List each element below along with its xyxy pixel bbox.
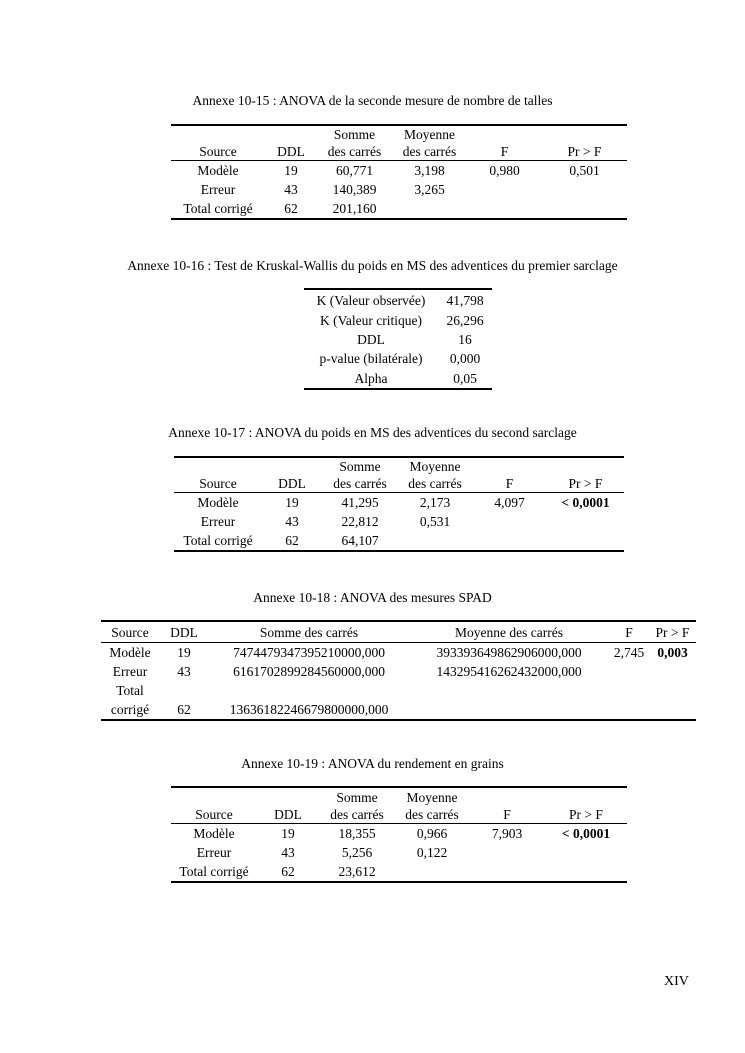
cell: 0,980 xyxy=(489,163,520,178)
cell: 19 xyxy=(177,645,191,660)
cell: 23,612 xyxy=(338,864,376,879)
stat-value: 41,798 xyxy=(446,293,484,308)
anova-table-talles xyxy=(171,124,627,220)
table-row xyxy=(304,289,492,311)
cell: corrigé xyxy=(110,702,150,717)
table-caption-10-17: Annexe 10-17 : ANOVA du poids en MS des adventices du second sarclage xyxy=(168,425,577,440)
cell: Erreur xyxy=(112,664,148,679)
table-row xyxy=(101,643,696,663)
col-header-moyenne: Moyenne des carrés xyxy=(408,459,462,491)
cell: 43 xyxy=(284,182,298,197)
stat-label: DDL xyxy=(357,332,385,347)
col-header-source: Source xyxy=(199,144,237,159)
table-row xyxy=(171,161,627,181)
cell: 201,160 xyxy=(332,201,377,216)
table-caption-10-18: Annexe 10-18 : ANOVA des mesures SPAD xyxy=(253,590,492,605)
cell xyxy=(472,512,547,531)
cell: 7474479347395210000,000 xyxy=(233,645,385,660)
col-header-moyenne: Moyenne des carrés xyxy=(402,127,457,159)
cell xyxy=(467,180,542,199)
cell xyxy=(409,681,609,700)
table-row xyxy=(171,843,627,862)
cell: 7,903 xyxy=(491,826,523,841)
cell: 64,107 xyxy=(341,533,379,548)
col-header-f: F xyxy=(505,476,514,491)
col-header-somme: Somme des carrés xyxy=(330,790,384,822)
cell: Total corrigé xyxy=(183,533,253,548)
cell: 43 xyxy=(281,845,295,860)
cell: 0,966 xyxy=(416,826,448,841)
stat-label: K (Valeur observée) xyxy=(316,293,426,308)
cell xyxy=(159,681,209,700)
stat-label: K (Valeur critique) xyxy=(320,313,422,328)
stat-value: 16 xyxy=(458,332,472,347)
cell: Total xyxy=(116,683,144,698)
col-header-moyenne: Moyenne des carrés xyxy=(405,790,459,822)
col-header-f: F xyxy=(503,807,511,822)
cell: 62 xyxy=(285,533,299,548)
cell: Total corrigé xyxy=(179,864,249,879)
cell: 19 xyxy=(285,495,299,510)
cell: Erreur xyxy=(196,845,232,860)
stat-value: 0,000 xyxy=(449,351,481,366)
table-caption-10-19: Annexe 10-19 : ANOVA du rendement en grains xyxy=(241,756,504,771)
cell xyxy=(609,662,649,681)
cell: 41,295 xyxy=(341,495,379,510)
col-header-somme: Somme des carrés xyxy=(333,459,387,491)
table-row xyxy=(171,180,627,199)
cell: 18,355 xyxy=(338,826,376,841)
cell xyxy=(469,843,545,862)
stat-label: Alpha xyxy=(354,370,388,386)
col-header-pr: Pr > F xyxy=(569,807,603,822)
significant-p-value: 0,003 xyxy=(657,645,688,660)
col-header-source: Source xyxy=(199,476,237,491)
cell xyxy=(542,199,627,219)
cell xyxy=(472,531,547,551)
significant-p-value: < 0,0001 xyxy=(561,495,610,510)
cell: 3,265 xyxy=(414,182,445,197)
cell xyxy=(609,700,649,720)
cell xyxy=(542,180,627,199)
cell: 143295416262432000,000 xyxy=(436,664,582,679)
col-header-pr: Pr > F xyxy=(655,624,690,640)
cell: Erreur xyxy=(200,182,236,197)
cell: 5,256 xyxy=(341,845,373,860)
table-row xyxy=(304,330,492,349)
cell: 22,812 xyxy=(341,514,379,529)
cell: 393393649862906000,000 xyxy=(436,645,582,660)
col-header-f: F xyxy=(625,624,633,640)
table-row xyxy=(304,349,492,368)
table-caption-10-15: Annexe 10-15 : ANOVA de la seconde mesure de nombre de talles xyxy=(192,93,553,108)
significant-p-value: < 0,0001 xyxy=(561,826,611,841)
cell: 62 xyxy=(177,702,191,717)
cell: 62 xyxy=(284,201,298,216)
cell xyxy=(467,199,542,219)
table-row xyxy=(174,531,624,551)
cell xyxy=(209,681,409,700)
cell: 2,745 xyxy=(613,645,645,660)
table-row xyxy=(101,700,696,720)
col-header-somme: Somme des carrés xyxy=(327,127,382,159)
col-header-somme: Somme des carrés xyxy=(259,624,359,640)
cell: 3,198 xyxy=(414,163,445,178)
table-row xyxy=(101,681,696,700)
cell xyxy=(392,199,467,219)
cell: 6161702899284560000,000 xyxy=(233,664,385,679)
col-header-ddl: DDL xyxy=(277,144,305,159)
table-row xyxy=(101,662,696,681)
col-header-pr: Pr > F xyxy=(567,144,602,159)
cell xyxy=(649,700,696,720)
cell: Modèle xyxy=(197,495,239,510)
cell xyxy=(649,662,696,681)
cell: Modèle xyxy=(109,645,151,660)
cell: 19 xyxy=(281,826,295,841)
cell: 2,173 xyxy=(419,495,451,510)
cell: Erreur xyxy=(200,514,236,529)
col-header-source: Source xyxy=(111,624,149,640)
col-header-source: Source xyxy=(195,807,233,822)
col-header-pr: Pr > F xyxy=(568,476,603,491)
cell: 0,531 xyxy=(419,514,451,529)
cell: 19 xyxy=(284,163,298,178)
col-header-ddl: DDL xyxy=(170,624,198,640)
cell: 4,097 xyxy=(494,495,525,510)
cell: 13636182246679800000,000 xyxy=(229,702,389,717)
cell xyxy=(649,681,696,700)
kruskal-wallis-table xyxy=(304,288,492,390)
cell: 43 xyxy=(285,514,299,529)
cell xyxy=(547,512,624,531)
stat-label: p-value (bilatérale) xyxy=(319,351,423,366)
cell xyxy=(409,700,609,720)
table-caption-10-16: Annexe 10-16 : Test de Kruskal-Wallis du poids en MS des adventices du premier sarclage xyxy=(127,258,618,273)
cell xyxy=(609,681,649,700)
col-header-ddl: DDL xyxy=(278,476,306,491)
anova-table-second-sarclage xyxy=(174,456,624,552)
cell xyxy=(469,862,545,882)
cell: 140,389 xyxy=(332,182,377,197)
cell: Modèle xyxy=(193,826,235,841)
page-number: XIV xyxy=(664,974,689,989)
table-row xyxy=(171,862,627,882)
cell: Total corrigé xyxy=(183,201,253,216)
cell xyxy=(545,862,627,882)
anova-table-rendement xyxy=(171,786,627,883)
cell: 0,501 xyxy=(569,163,600,178)
cell: 60,771 xyxy=(335,163,374,178)
col-header-f: F xyxy=(500,144,509,159)
cell xyxy=(545,843,627,862)
cell xyxy=(398,531,472,551)
table-row xyxy=(171,199,627,219)
table-row xyxy=(174,493,624,513)
cell: Modèle xyxy=(197,163,239,178)
table-row xyxy=(171,824,627,844)
cell xyxy=(547,531,624,551)
cell: 62 xyxy=(281,864,295,879)
stat-value: 0,05 xyxy=(453,370,477,386)
col-header-ddl: DDL xyxy=(274,807,302,822)
table-row xyxy=(304,311,492,330)
cell xyxy=(395,862,469,882)
cell: 0,122 xyxy=(416,845,448,860)
table-row xyxy=(174,512,624,531)
anova-table-spad xyxy=(101,620,696,721)
col-header-moyenne: Moyenne des carrés xyxy=(455,624,563,640)
stat-value: 26,296 xyxy=(446,313,484,328)
table-row xyxy=(304,368,492,389)
cell: 43 xyxy=(177,664,191,679)
